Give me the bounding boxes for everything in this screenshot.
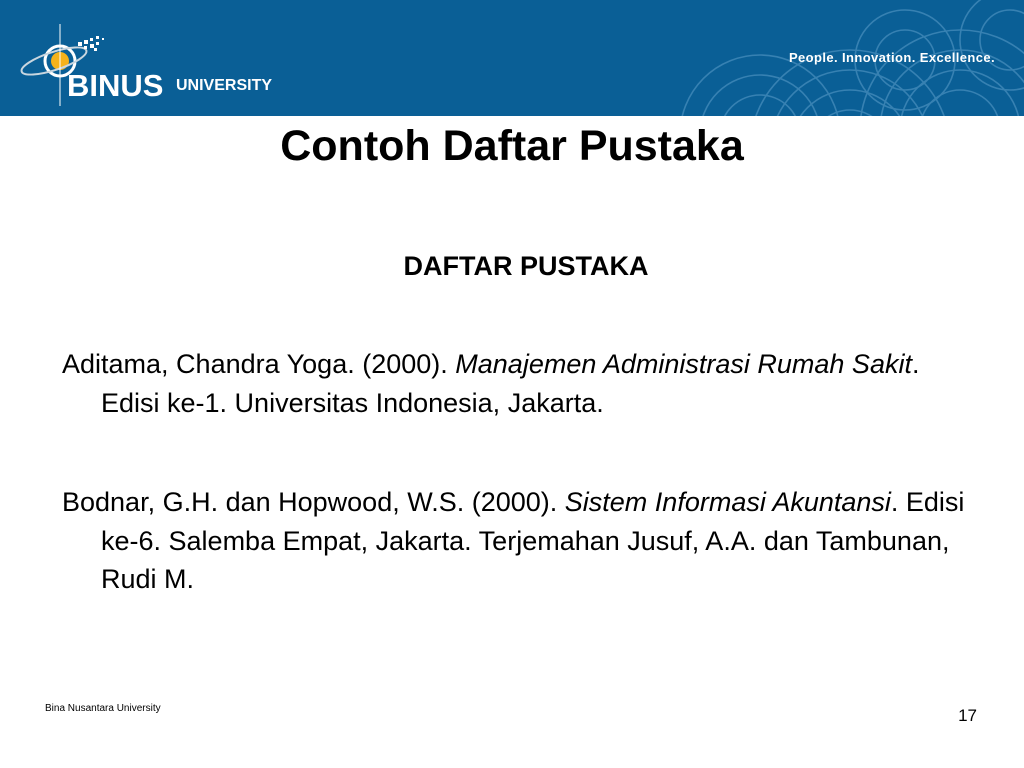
svg-text:UNIVERSITY: UNIVERSITY bbox=[176, 77, 273, 94]
svg-text:BINUS: BINUS bbox=[67, 68, 164, 103]
reference-title: Manajemen Administrasi Rumah Sakit bbox=[455, 349, 912, 379]
binus-logo bbox=[18, 18, 308, 108]
page-number: 17 bbox=[958, 706, 977, 725]
footer-organization: Bina Nusantara University bbox=[45, 703, 161, 714]
reference-authors: Aditama, Chandra Yoga. (2000). bbox=[62, 349, 456, 379]
reference-details: . Edisi ke-6. Salemba Empat, Jakarta. Terjemahan Jusuf, A.A. dan Tambunan, Rudi M. bbox=[101, 487, 965, 594]
tagline: People. Innovation. Excellence. bbox=[788, 50, 995, 65]
slide-title: Contoh Daftar Pustaka bbox=[280, 122, 744, 170]
reference-title: Sistem Informasi Akuntansi bbox=[564, 487, 891, 517]
header-banner bbox=[0, 0, 1024, 116]
reference-entry bbox=[62, 345, 982, 422]
reference-details: . Edisi ke-1. Universitas Indonesia, Jakarta. bbox=[101, 349, 920, 418]
bibliography-heading: DAFTAR PUSTAKA bbox=[403, 251, 649, 281]
pixel-dots bbox=[78, 36, 104, 51]
reference-entry bbox=[62, 483, 982, 599]
reference-authors: Bodnar, G.H. dan Hopwood, W.S. (2000). bbox=[62, 487, 565, 517]
